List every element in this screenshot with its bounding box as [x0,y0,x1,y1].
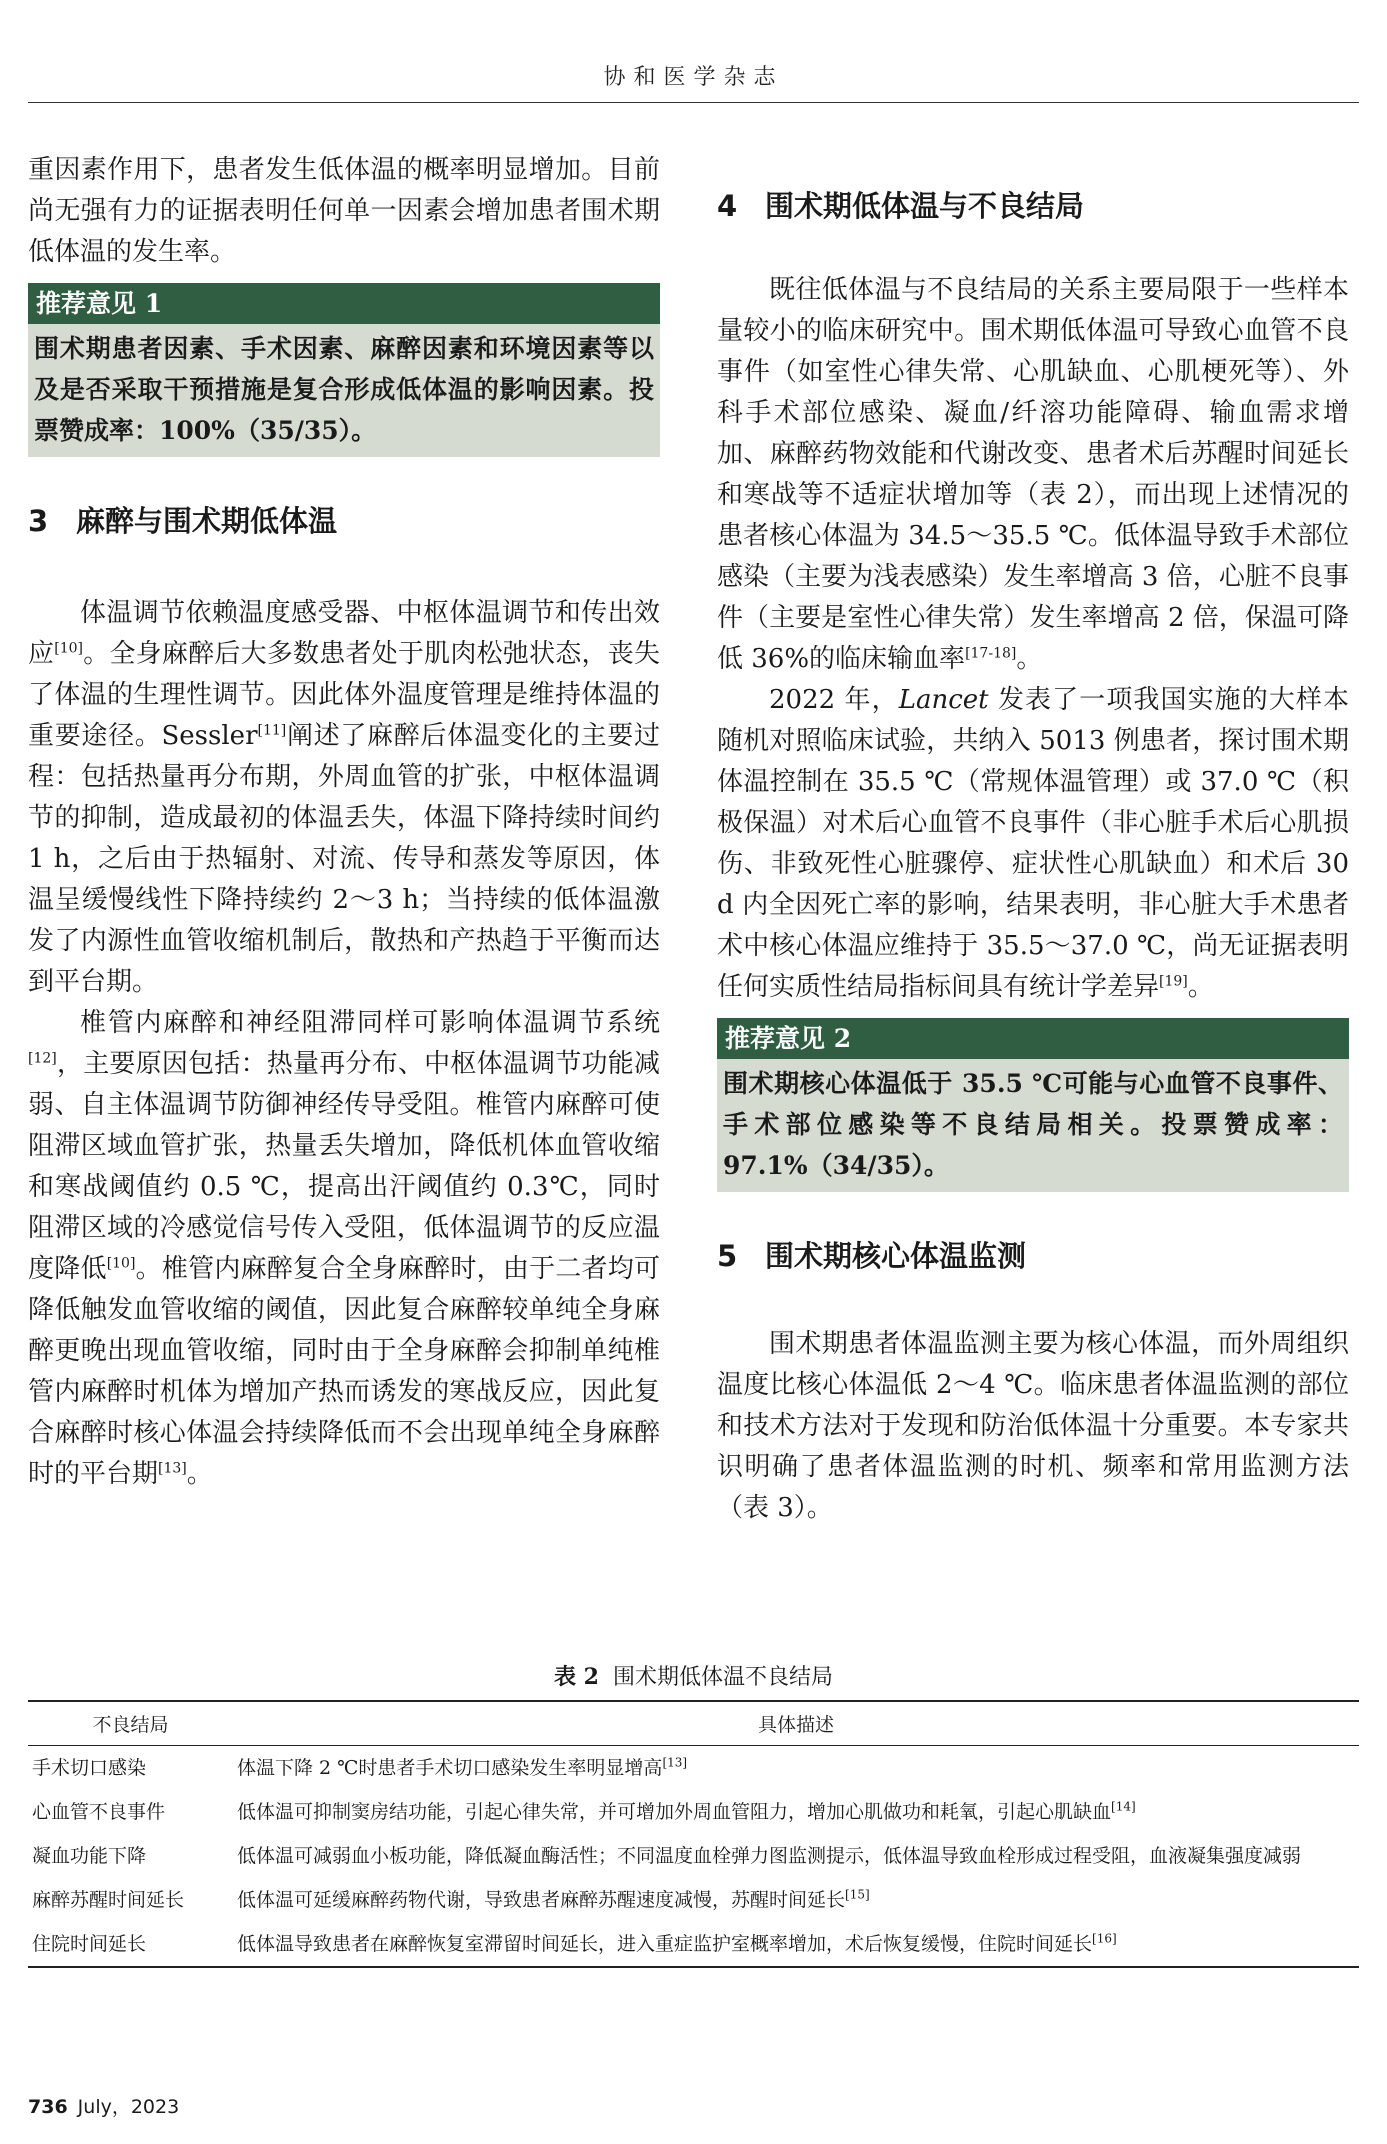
description-cell: 低体温可抑制窦房结功能，引起心律失常，并可增加外周血管阻力，增加心肌做功和耗氧，引起心肌缺血[14] [237,1799,1136,1823]
section-4-number: 4 [717,189,738,223]
paragraph-lancet-trial: 2022 年，Lancet 发表了一项我国实施的大样本随机对照临床试验，共纳入 5013 例患者，探讨围术期体温控制在 35.5 ℃（常规体温管理）或 37.0 ℃（积极保温）对术后心血管不良事件（非心脏手术后心肌损伤、非致死性心脏骤停、症状性心肌缺血）和术后 30 d 内全因死亡率的影响，结果表明，非心脏大手术患者术中核心体温应维持于 35.5～37.0 ℃，尚无证据表明任何实质性结局指标间具有统计学差异[19]。 [717,685,1350,1002]
citation: [10] [106,1255,136,1272]
table-2 [28,1700,1359,1968]
journal-name: Lancet [898,685,989,715]
citation: [19] [1159,973,1188,990]
description-cell: 低体温导致患者在麻醉恢复室滞留时间延长，进入重症监护室概率增加，术后恢复缓慢，住院时间延长[16] [233,1922,1359,1967]
citation: [17-18] [965,645,1017,662]
paragraph-thermoregulation: 体温调节依赖温度感受器、中枢体温调节和传出效应[10]。全身麻醉后大多数患者处于肌肉松弛状态，丧失了体温的生理性调节。因此体外温度管理是维持体温的重要途径。Sessler[11]阐述了麻醉后体温变化的主要过程：包括热量再分布期，外周血管的扩张，中枢体温调节的抑制，造成最初的体温丢失，体温下降持续时间约 1 h，之后由于热辐射、对流、传导和蒸发等原因，体温呈缓慢线性下降持续约 2～3 h；当持续的低体温激发了内源性血管收缩机制后，散热和产热趋于平衡而达到平台期。 [28,598,660,997]
recommendation-1-box [28,283,660,457]
description-cell: 低体温可延缓麻醉药物代谢，导致患者麻醉苏醒速度减慢，苏醒时间延长[15] [237,1887,870,1911]
section-5-heading [717,1234,1349,1284]
recommendation-2-body: 围术期核心体温低于 35.5 ℃可能与心血管不良事件、手术部位感染等不良结局相关。投票赞成率：97.1%（34/35）。 [723,1069,1343,1180]
issue-date: July，2023 [77,2096,180,2118]
citation: [13] [662,1755,688,1770]
description-cell: 低体温可减弱血小板功能，降低凝血酶活性；不同温度血栓弹力图监测提示，低体温导致血栓形成过程受阻，血液凝集强度减弱 [237,1845,1302,1867]
table-row [28,1790,1359,1834]
table-2-caption [0,1660,1387,1691]
table-row [28,1746,1359,1791]
section-3-title: 麻醉与围术期低体温 [76,504,338,538]
table-row [28,1834,1359,1878]
outcome-cell: 凝血功能下降 [32,1845,147,1867]
table-row [28,1922,1359,1967]
recommendation-2-box [717,1018,1349,1192]
table-header-row [28,1701,1359,1746]
section-3-heading [28,499,660,549]
citation: [15] [845,1887,870,1902]
paragraph-monitoring: 围术期患者体温监测主要为核心体温，而外周组织温度比核心体温低 2～4 ℃。临床患者体温监测的部位和技术方法对于发现和防治低体温十分重要。本专家共识明确了患者体温监测的时机、频率和常用监测方法（表 3）。 [717,1329,1349,1523]
description-cell: 体温下降 2 ℃时患者手术切口感染发生率明显增高[13] [237,1755,688,1779]
outcome-cell: 麻醉苏醒时间延长 [32,1889,185,1911]
citation: [14] [1111,1799,1136,1814]
section-4-title: 围术期低体温与不良结局 [765,189,1085,223]
table-2-label: 表 2 [554,1664,599,1690]
section-5-number: 5 [717,1239,738,1273]
right-column [717,150,1349,1529]
recommendation-1-body: 围术期患者因素、手术因素、麻醉因素和环境因素等以及是否采取干预措施是复合形成低体温的影响因素。投票赞成率：100%（35/35）。 [34,334,654,445]
journal-header: 协和医学杂志 [603,65,784,90]
left-column [28,150,660,1495]
column-header-outcome: 不良结局 [28,1701,233,1746]
citation: [12] [28,1050,57,1067]
column-header-description: 具体描述 [233,1701,1359,1746]
section-5-title: 围术期核心体温监测 [765,1239,1027,1273]
section-4-heading [717,184,1349,234]
recommendation-1-title: 推荐意见 1 [28,283,660,324]
section-3-number: 3 [28,504,49,538]
citation: [13] [158,1460,187,1477]
table-2-title: 围术期低体温不良结局 [612,1665,833,1690]
paragraph-continued: 重因素作用下，患者发生低体温的概率明显增加。目前尚无强有力的证据表明任何单一因素会增加患者围术期低体温的发生率。 [28,155,660,267]
outcome-cell: 住院时间延长 [28,1922,233,1967]
paragraph-neuraxial: 椎管内麻醉和神经阻滞同样可影响体温调节系统[12]，主要原因包括：热量再分布、中枢体温调节功能减弱、自主体温调节防御神经传导受阻。椎管内麻醉可使阻滞区域血管扩张，热量丢失增加，降低机体血管收缩和寒战阈值约 0.5 ℃，提高出汗阈值约 0.3℃，同时阻滞区域的冷感觉信号传入受阻，低体温调节的反应温度降低[10]。椎管内麻醉复合全身麻醉时，由于二者均可降低触发血管收缩的阈值，因此复合麻醉较单纯全身麻醉更晚出现血管收缩，同时由于全身麻醉会抑制单纯椎管内麻醉时机体为增加产热而诱发的寒战反应，因此复合麻醉时核心体温会持续降低而不会出现单纯全身麻醉时的平台期[13]。 [28,1008,660,1489]
recommendation-2-title: 推荐意见 2 [717,1018,1349,1059]
outcome-cell: 心血管不良事件 [32,1801,166,1823]
page-number: 736 [28,2096,68,2118]
paragraph-outcomes: 既往低体温与不良结局的关系主要局限于一些样本量较小的临床研究中。围术期低体温可导致心血管不良事件（如室性心律失常、心肌缺血、心肌梗死等）、外科手术部位感染、凝血/纤溶功能障碍、输血需求增加、麻醉药物效能和代谢改变、患者术后苏醒时间延长和寒战等不适症状增加等（表 2），而出现上述情况的患者核心体温为 34.5～35.5 ℃。低体温导致手术部位感染（主要为浅表感染）发生率增高 3 倍，心脏不良事件（主要是室性心律失常）发生率增高 2 倍，保温可降低 36%的临床输血率[17-18]。 [717,275,1349,674]
citation: [10] [54,640,83,657]
table-row [28,1878,1359,1922]
outcome-cell: 手术切口感染 [32,1757,147,1779]
page-footer [28,2092,179,2119]
citation: [16] [1092,1931,1117,1946]
header-rule [28,102,1359,103]
citation: [11] [257,722,287,739]
